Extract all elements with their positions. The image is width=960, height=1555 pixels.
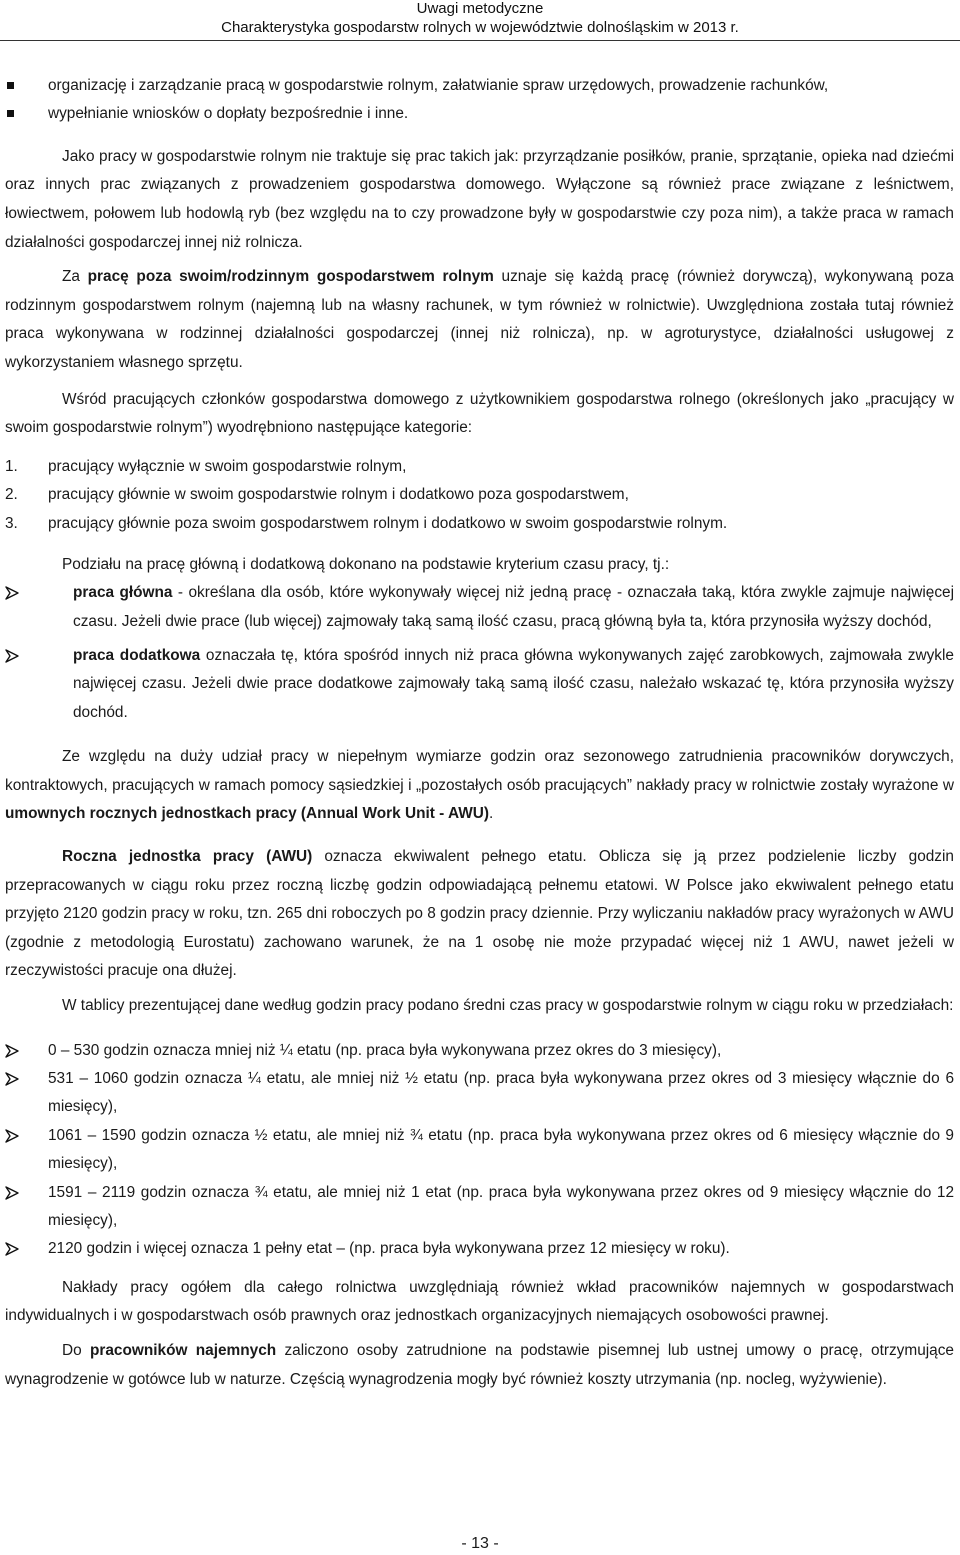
- paragraph-excluded-work: Jako pracy w gospodarstwie rolnym nie traktuje się prac takich jak: przyrządzanie posiłków, pranie, sprzątanie, opieka nad dziećmi oraz innych prac związanych z prowadzeniem gospodarstwa domowego. Wyłączone są również prace związane z leśnictwem, łowiectwem, połowem lub hodowlą ryb (bez względu na to czy prowadzone były w gospodarstwie czy poza nim), a także praca w ramach działalności gospodarczej innej niż rolnicza.: [5, 147, 954, 251]
- paragraph-awu-definition: Roczna jednostka pracy (AWU) oznacza ekwiwalent pełnego etatu. Oblicza się ją przez podzielenie liczby godzin przepracowanych w ciągu roku przez roczną liczbę godzin odpowiadającą pełnemu etatowi. W Polsce jako ekwiwalent pełnego etatu przyjęto 2120 godzin pracy w roku, tzn. 265 dni roboczych po 8 godzin pracy dziennie. Przy wyliczaniu nakładów pracy wyrażonych w AWU (zgodnie z metodologią Eurostatu) zachowano warunek, że na 1 osobę nie może przypadać więcej niż 1 AWU, nawet jeżeli w rzeczywistości pracuje ona dłużej.: [5, 847, 954, 980]
- paragraph-categories-intro: Wśród pracujących członków gospodarstwa domowego z użytkownikiem gospodarstwa rolnego (określonych jako „pracujący w swoim gospodarstwie rolnym”) wyodrębniono następujące kategorie:: [5, 390, 954, 437]
- paragraph-hired-workers: Do pracowników najemnych zaliczono osoby zatrudnione na podstawie pisemnej lub ustnej umowy o pracę, otrzymujące wynagrodzenie w gotówce lub w naturze. Częścią wynagrodzenia mogły być również koszty utrzymania (np. nocleg, wyżywienie).: [5, 1341, 954, 1388]
- arrow-bullet-icon: [5, 1235, 25, 1256]
- square-bullet-icon: [7, 110, 14, 117]
- list-item: 1061 – 1590 godzin oznacza ½ etatu, ale mniej niż ¾ etatu (np. praca była wykonywana przez okres od 6 miesięcy włącznie do 9 miesięcy),: [5, 1122, 954, 1179]
- paragraph-hours-intro: W tablicy prezentującej dane według godzin pracy podano średni czas pracy w gospodarstwie rolnym w ciągu roku w przedziałach:: [62, 996, 954, 1014]
- document-body: [5, 72, 954, 1394]
- page-number: - 13 -: [461, 1535, 499, 1552]
- arrow-bullet-icon: [5, 642, 25, 663]
- numbered-list-categories: [5, 453, 954, 539]
- list-item: 1. pracujący wyłącznie w swoim gospodarstwie rolnym,: [5, 457, 407, 475]
- arrow-bullet-icon: [5, 1065, 25, 1086]
- arrow-list-hour-ranges: [5, 1037, 954, 1264]
- list-item: 2120 godzin i więcej oznacza 1 pełny etat – (np. praca była wykonywana przez 12 miesięcy w roku).: [5, 1235, 954, 1263]
- arrow-bullet-icon: [5, 1037, 25, 1058]
- arrow-list-work-types: [5, 579, 954, 727]
- header-publication-title: Charakterystyka gospodarstw rolnych w województwie dolnośląskim w 2013 r.: [221, 19, 739, 36]
- arrow-bullet-icon: [5, 1122, 25, 1143]
- paragraph-main-additional-intro: Podziału na pracę główną i dodatkową dokonano na podstawie kryterium czasu pracy, tj.:: [62, 555, 670, 573]
- list-item: wypełnianie wniosków o dopłaty bezpośrednie i inne.: [5, 100, 954, 128]
- list-item: 3. pracujący głównie poza swoim gospodarstwem rolnym i dodatkowo w swoim gospodarstwie rolnym.: [5, 514, 728, 532]
- list-item: 531 – 1060 godzin oznacza ¼ etatu, ale mniej niż ½ etatu (np. praca była wykonywana przez okres od 3 miesięcy włącznie do 6 miesięcy),: [5, 1065, 954, 1122]
- page-header: [0, 0, 960, 37]
- list-item: 0 – 530 godzin oznacza mniej niż ¼ etatu (np. praca była wykonywana przez okres do 3 miesięcy),: [5, 1037, 954, 1065]
- list-item: 1591 – 2119 godzin oznacza ¾ etatu, ale mniej niż 1 etat (np. praca była wykonywana przez okres od 9 miesięcy włącznie do 12 miesięcy),: [5, 1179, 954, 1236]
- bullet-list-activities: [5, 72, 954, 129]
- list-item: praca główna - określana dla osób, które wykonywały więcej niż jedną pracę - oznaczała taką, która zwykle zajmuje najwięcej czasu. Jeżeli dwie prace (lub więcej) zajmowały taką samą ilość czasu, pracą główną była ta, która przynosiła wyższy dochód,: [5, 579, 954, 636]
- header-section-title: Uwagi metodyczne: [416, 0, 544, 17]
- list-item: praca dodatkowa oznaczała tę, która spośród innych niż praca główna wykonywanych zajęć zarobkowych, zajmowała zwykle najwięcej czasu. Jeżeli dwie prace dodatkowe zajmowały taką samą ilość czasu, należało wskazać tę, która przynosiła wyższy dochód.: [5, 642, 954, 727]
- paragraph-offfarm-work: Za pracę poza swoim/rodzinnym gospodarstwem rolnym uznaje się każdą pracę (również dorywczą), wykonywaną poza rodzinnym gospodarstwem rolnym (najemną lub na własny rachunek, w tym również w rolnictwie). Uwzględniona została tutaj również praca wykonywana w rodzinnej działalności gospodarczej (innej niż rolnicza), np. w agroturystyce, działalności usługowej z wykorzystaniem własnego sprzętu.: [5, 268, 954, 371]
- list-item: 2. pracujący głównie w swoim gospodarstwie rolnym i dodatkowo poza gospodarstwem,: [5, 486, 629, 504]
- arrow-bullet-icon: [5, 579, 25, 600]
- header-rule: [0, 40, 960, 41]
- arrow-bullet-icon: [5, 1179, 25, 1200]
- paragraph-awu-intro: Ze względu na duży udział pracy w niepełnym wymiarze godzin oraz sezonowego zatrudnienia pracowników dorywczych, kontraktowych, pracujących w ramach pomocy sąsiedzkiej i „pozostałych osób pracujących” nakłady pracy w rolnictwie zostały wyrażone w umownych rocznych jednostkach pracy (Annual Work Unit - AWU).: [5, 748, 954, 823]
- paragraph-total-labor: Nakłady pracy ogółem dla całego rolnictwa uwzględniają również wkład pracowników najemnych w gospodarstwach indywidualnych i w gospodarstwach osób prawnych oraz jednostkach organizacyjnych niemających osobowości prawnej.: [5, 1278, 954, 1325]
- square-bullet-icon: [7, 82, 14, 89]
- list-item: organizację i zarządzanie pracą w gospodarstwie rolnym, załatwianie spraw urzędowych, prowadzenie rachunków,: [5, 72, 954, 100]
